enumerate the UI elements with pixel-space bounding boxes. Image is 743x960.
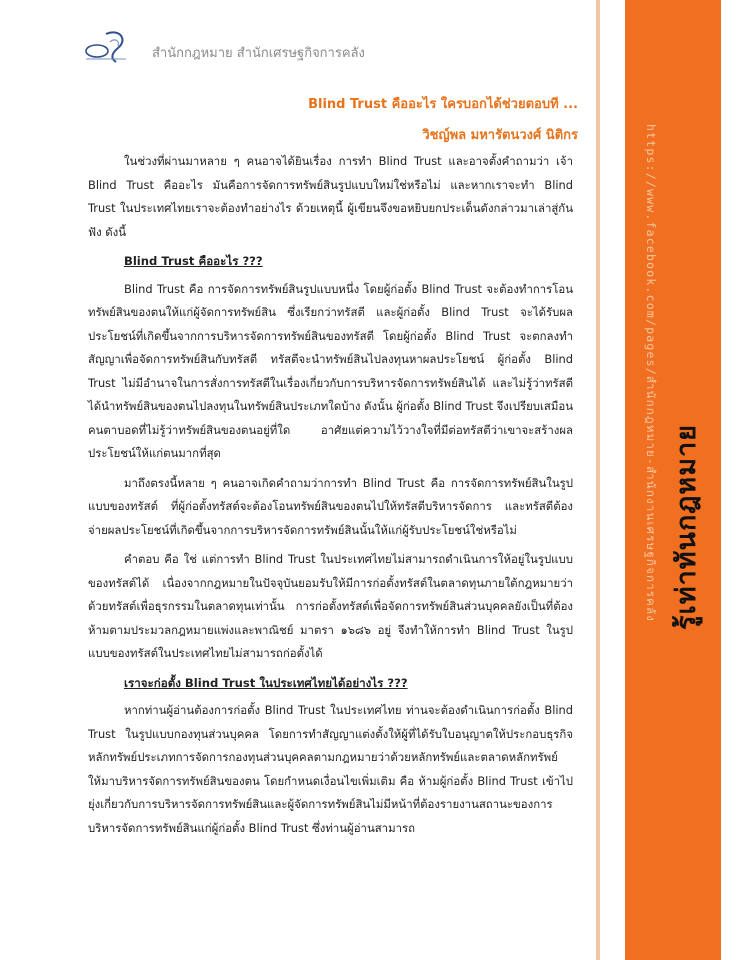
organization-name: สำนักกฎหมาย สำนักเศรษฐกิจการคลัง xyxy=(152,46,365,61)
sidebar-facebook-url: https://www.facebook.com/pages/สำนักกฎหมาย-สำนักงานเศรษฐกิจการคลัง xyxy=(644,124,658,623)
section-heading: Blind Trust คืออะไร ??? xyxy=(124,254,263,268)
sidebar-title: รู้เท่าทันกฎหมาย xyxy=(671,424,702,630)
paragraph: Blind Trust คือ การจัดการทรัพย์สินรูปแบบหนึ่ง โดยผู้ก่อตั้ง Blind Trust จะต้องทำการโอนทรัพย์สินของตนให้แก่ผู้จัดการทรัพย์สิน ซึ่งเรียกว่าทรัสตี และผู้ก่อตั้ง Blind Trust จะได้รับผลประโยชน์ที่เกิดขึ้นจากการบริหารจัดการทรัพย์สินของทรัสตี โดยผู้ก่อตั้ง Blind Trust จะตกลงทำสัญญาเพื่อจัดการทรัพย์สินกับทรัสตี ทรัสตีจะนำทรัพย์สินไปลงทุนหาผลประโยชน์ ผู้ก่อตั้ง Blind Trust ไม่มีอำนาจในการสั่งการทรัสตีในเรื่องเกี่ยวกับการบริหารจัดการทรัพย์สินได้ และไม่รู้ว่าทรัสตีได้นำทรัพย์สินของตนไปลงทุนในทรัพย์สินประเภทใดบ้าง ดังนั้น ผู้ก่อตั้ง Blind Trust จึงเปรียบเสมือนคนตาบอดที่ไม่รู้ว่าทรัพย์สินของตนอยู่ที่ใด อาศัยแต่ความไว้วางใจที่มีต่อทรัสตีว่าเขาจะสร้างผลประโยชน์ให้แก่ตนมากที่สุด xyxy=(88,281,573,460)
paragraph: ในช่วงที่ผ่านมาหลาย ๆ คนอาจได้ยินเรื่อง การทำ Blind Trust และอาจตั้งคำถามว่า เจ้า Blind Trust คืออะไร มันคือการจัดการทรัพย์สินรูปแบบใหม่ใช่หรือไม่ และหากเราจะทำ Blind Trust ในประเทศไทยเราจะต้องทำอย่างไร ด้วยเหตุนี้ ผู้เขียนจึงขอหยิบยกประเด็นดังกล่าวมาเล่าสู่กันฟัง ดังนี้ xyxy=(88,154,573,239)
office-logo-icon xyxy=(80,26,132,66)
article-body xyxy=(88,150,573,846)
right-edge xyxy=(721,0,743,960)
paragraph: หากท่านผู้อ่านต้องการก่อตั้ง Blind Trust ในประเทศไทย ท่านจะต้องดำเนินการก่อตั้ง Blind Trust ในรูปแบบกองทุนส่วนบุคคล โดยการทำสัญญาแต่งตั้งให้ผู้ที่ได้รับใบอนุญาตให้ประกอบธุรกิจหลักทรัพย์ประเภทการจัดการกองทุนส่วนบุคคลตามกฎหมายว่าด้วยหลักทรัพย์และตลาดหลักทรัพย์ ให้มาบริหารจัดการทรัพย์สินของตน โดยกำหนดเงื่อนไขเพิ่มเติม คือ ห้ามผู้ก่อตั้ง Blind Trust เข้าไปยุ่งเกี่ยวกับการบริหารจัดการทรัพย์สินและผู้จัดการทรัพย์สินไม่มีหน้าที่ต้องรายงานสถานะของการบริหารจัดการทรัพย์สินแก่ผู้ก่อตั้ง Blind Trust ซึ่งท่านผู้อ่านสามารถ xyxy=(88,703,573,835)
article-author: วิชญ์พล มหารัตนวงศ์ นิติกร xyxy=(422,128,578,143)
paragraph: มาถึงตรงนี้หลาย ๆ คนอาจเกิดคำถามว่าการทำ Blind Trust คือ การจัดการทรัพย์สินในรูปแบบของทรัสต์ ที่ผู้ก่อตั้งทรัสต์จะต้องโอนทรัพย์สินของตนไปให้ทรัสตีบริหารจัดการ และทรัสตีต้องจ่ายผลประโยชน์ที่เกิดขึ้นจากการบริหารจัดการทรัพย์สินนั้นให้แก่ผู้รับประโยชน์ใช่หรือไม่ xyxy=(88,475,573,537)
section-heading: เราจะก่อตั้ง Blind Trust ในประเทศไทยได้อย่างไร ??? xyxy=(124,675,408,690)
paragraph: คำตอบ คือ ใช่ แต่การทำ Blind Trust ในประเทศไทยไม่สามารถดำเนินการให้อยู่ในรูปแบบของทรัสต์ได้ เนื่องจากกฎหมายในปัจจุบันยอมรับให้มีการก่อตั้งทรัสต์ในตลาดทุนภายใต้กฎหมายว่าด้วยทรัสต์เพื่อธุรกรรมในตลาดทุนเท่านั้น การก่อตั้งทรัสต์เพื่อจัดการทรัพย์สินส่วนบุคคลยังเป็นที่ต้องห้ามตามประมวลกฎหมายแพ่งและพาณิชย์ มาตรา ๑๖๘๖ อยู่ จึงทำให้การทำ Blind Trust ในรูปแบบของทรัสต์ในประเทศไทยไม่สามารถก่อตั้งได้ xyxy=(88,552,573,660)
article-title: Blind Trust คืออะไร ใครบอกได้ช่วยตอบที ... xyxy=(308,97,578,112)
